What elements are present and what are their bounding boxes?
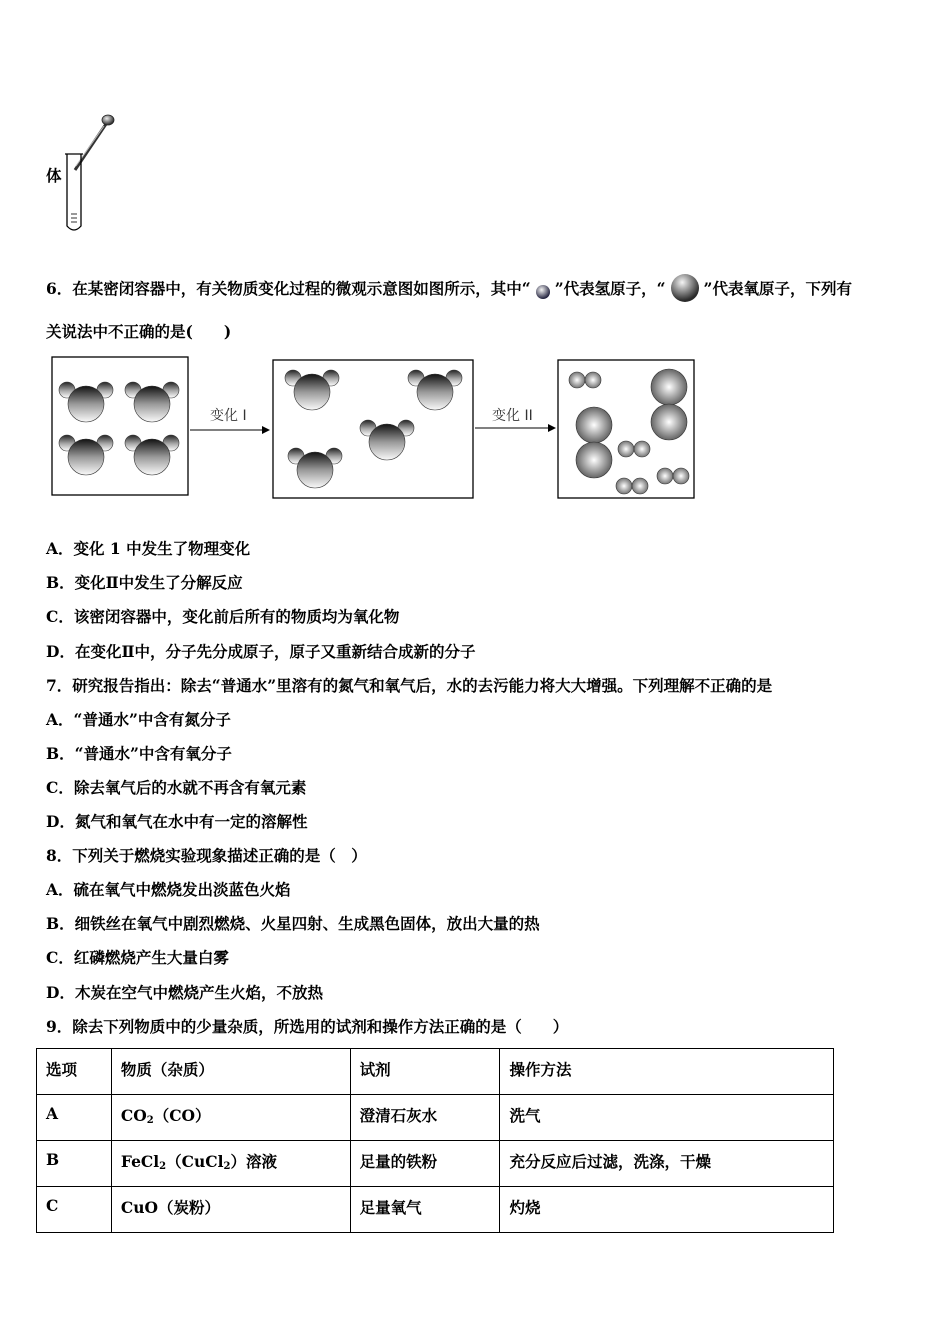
hydrogen-molecule xyxy=(657,468,689,484)
q6-option-c: C．该密闭容器中，变化前后所有的物质均为氧化物 xyxy=(46,607,400,626)
table-header-cell: 选项 xyxy=(37,1049,112,1095)
q6-option-d: D．在变化Ⅱ中，分子先分成原子，原子又重新结合成新的分子 xyxy=(46,642,476,661)
q8-stem: 8．下列关于燃烧实验现象描述正确的是（ ） xyxy=(46,846,367,865)
substance-cell xyxy=(111,1095,350,1141)
water-molecule xyxy=(59,382,113,422)
option-cell: B xyxy=(37,1141,112,1187)
water-molecule xyxy=(288,448,342,488)
method-cell: 洗气 xyxy=(500,1095,834,1141)
reagent-cell: 澄清石灰水 xyxy=(350,1095,500,1141)
formula-subscript: 2 xyxy=(146,1115,154,1126)
substance-cell: CuO（炭粉） xyxy=(111,1187,350,1233)
q6-option-b: B．变化Ⅱ中发生了分解反应 xyxy=(46,573,243,592)
q8-option-b: B．细铁丝在氧气中剧烈燃烧、火星四射、生成黑色固体，放出大量的热 xyxy=(46,914,540,933)
q7-option-d: D．氮气和氧气在水中有一定的溶解性 xyxy=(46,812,308,831)
method-cell: 灼烧 xyxy=(500,1187,834,1233)
formula-part: ）溶液 xyxy=(230,1152,277,1171)
q7-option-b: B．“普通水”中含有氧分子 xyxy=(46,744,232,763)
formula-part: （CuCl xyxy=(166,1152,224,1171)
table-row xyxy=(37,1187,834,1233)
option-cell: A xyxy=(37,1095,112,1141)
method-cell: 充分反应后过滤，洗涤，干燥 xyxy=(500,1141,834,1187)
table-row xyxy=(37,1095,834,1141)
hydrogen-molecule xyxy=(616,478,648,494)
formula-part: FeCl xyxy=(120,1152,160,1171)
table-header-cell: 试剂 xyxy=(350,1049,500,1095)
oxygen-molecule xyxy=(576,407,612,478)
formula-part: CO xyxy=(120,1106,147,1125)
q9-table xyxy=(36,1048,834,1233)
q6-stem-line2: 关说法中不正确的是( ) xyxy=(46,322,232,341)
oxygen-atom-icon xyxy=(666,272,704,306)
reagent-cell: 足量氧气 xyxy=(350,1187,500,1233)
reagent-cell: 足量的铁粉 xyxy=(350,1141,500,1187)
water-molecule xyxy=(408,370,462,410)
water-molecule xyxy=(285,370,339,410)
formula-part: （CO） xyxy=(153,1106,211,1125)
q6-reaction-diagram xyxy=(40,352,710,512)
water-molecule xyxy=(125,435,179,475)
q6-stem-suffix: ”代表氧原子，下列有 xyxy=(703,279,852,298)
substance-cell xyxy=(111,1141,350,1187)
arrow2-label: 变化 II xyxy=(492,408,533,424)
q6-stem-prefix: 6．在某密闭容器中，有关物质变化过程的微观示意图如图所示，其中“ xyxy=(46,279,531,298)
water-molecule xyxy=(125,382,179,422)
initial-state-box xyxy=(52,357,188,495)
q8-option-d: D．木炭在空气中燃烧产生火焰，不放热 xyxy=(46,983,323,1002)
q6-stem-middle: ”代表氢原子，“ xyxy=(554,279,666,298)
test-tube-icon xyxy=(65,154,83,230)
table-header-cell: 操作方法 xyxy=(500,1049,834,1095)
q8-option-a: A．硫在氧气中燃烧发出淡蓝色火焰 xyxy=(46,880,291,899)
option-cell: C xyxy=(37,1187,112,1233)
hydrogen-atom-icon xyxy=(531,279,555,301)
q8-option-c: C．红磷燃烧产生大量白雾 xyxy=(46,948,229,967)
oxygen-molecule xyxy=(651,369,687,440)
table-header-row xyxy=(37,1049,834,1095)
water-molecule xyxy=(360,420,414,460)
water-molecule xyxy=(59,435,113,475)
hydrogen-molecule xyxy=(569,372,601,388)
test-tube-label: 体 xyxy=(46,166,62,185)
q7-option-a: A．“普通水”中含有氮分子 xyxy=(46,710,231,729)
q6-option-a: A．变化 1 中发生了物理变化 xyxy=(46,539,251,558)
formula-subscript: 2 xyxy=(159,1161,167,1172)
q9-stem: 9．除去下列物质中的少量杂质，所选用的试剂和操作方法正确的是（ ） xyxy=(46,1017,569,1036)
q6-stem-line1 xyxy=(46,272,852,306)
table-row xyxy=(37,1141,834,1187)
q7-option-c: C．除去氧气后的水就不再含有氧元素 xyxy=(46,778,307,797)
table-header-cell: 物质（杂质） xyxy=(111,1049,350,1095)
arrow1-label: 变化 I xyxy=(210,408,247,424)
formula-subscript: 2 xyxy=(223,1161,231,1172)
hydrogen-molecule xyxy=(618,441,650,457)
q7-stem: 7．研究报告指出：除去“普通水”里溶有的氮气和氧气后，水的去污能力将大大增强。下列理解不正确的是 xyxy=(46,676,773,695)
